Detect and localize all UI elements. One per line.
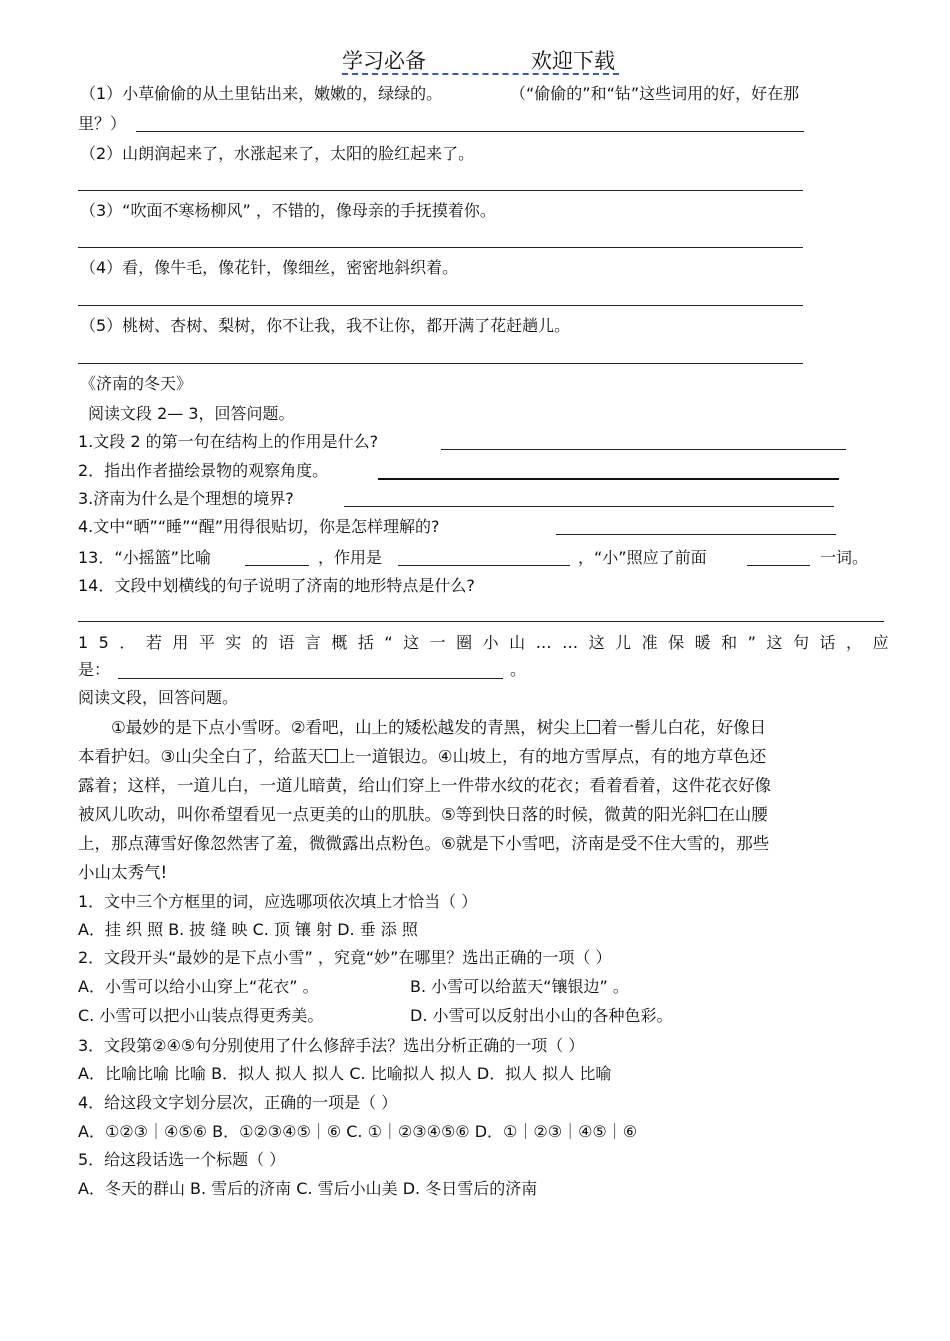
s2-q1-answer-line[interactable]: [441, 449, 846, 450]
s2-q13-blank2[interactable]: [398, 565, 570, 566]
s2-q2-answer-line[interactable]: [378, 478, 839, 480]
s2-title: 《济南的冬天》: [80, 374, 193, 393]
s1-q5: （5）桃树、杏树、梨树，你不让我，我不让你，都开满了花赶趟儿。: [80, 316, 571, 335]
s3-q2-option-c: C. 小雪可以把小山装点得更秀美。: [78, 1006, 324, 1025]
passage-text: 着一髻儿白花，好像日: [601, 718, 767, 737]
s1-q4: （4）看，像牛毛，像花针，像细丝，密密地斜织着。: [80, 258, 459, 277]
s2-q15: 15．若用平实的语言概括“这一圈小山……这儿准保暖和”这句话，应: [78, 633, 899, 652]
header-left: 学习必备: [342, 49, 426, 73]
s2-q15-cont: 是：: [78, 660, 111, 679]
passage-line-6: 小山太秀气!: [78, 863, 168, 882]
passage-text: 上一道银边。④山坡上，有的地方雪厚点，有的地方草色还: [338, 747, 767, 766]
passage-line-3: 露着；这样，一道儿白，一道儿暗黄，给山们穿上一件带水纹的花衣；看着看着，这件花衣好像: [78, 776, 771, 795]
s2-intro: 阅读文段 2— 3，回答问题。: [88, 404, 295, 423]
s1-q4-answer-line[interactable]: [78, 305, 803, 306]
header-right: 欢迎下载: [531, 49, 615, 73]
s1-q2-answer-line[interactable]: [78, 190, 803, 191]
s1-q1-question: （“偷偷的”和“钻”这些词用的好，好在那: [510, 84, 800, 103]
passage-text: 在山腰: [718, 805, 768, 824]
s1-q1-text: （1）小草偷偷的从土里钻出来，嫩嫩的，绿绿的。: [80, 84, 443, 103]
s3-q5: 5．给这段话选一个标题（ ）: [78, 1150, 286, 1169]
s2-q13-part4: 一词。: [820, 548, 869, 567]
s2-q14: 14．文段中划横线的句子说明了济南的地形特点是什么?: [78, 576, 475, 595]
s3-q5-options: A．冬天的群山 B. 雪后的济南 C. 雪后小山美 D. 冬日雪后的济南: [78, 1179, 538, 1198]
s3-q3: 3．文段第②④⑤句分别使用了什么修辞手法？选出分析正确的一项（ ）: [78, 1036, 585, 1055]
s3-q1: 1．文中三个方框里的词，应选哪项依次填上才恰当（ ）: [78, 892, 478, 911]
s2-q13-part3: ，“小”照应了前面: [578, 548, 707, 567]
s3-q3-options: A．比喻比喻 比喻 B．拟人 拟人 拟人 C. 比喻拟人 拟人 D．拟人 拟人 比喻: [78, 1064, 612, 1083]
s1-q2: （2）山朗润起来了，水涨起来了，太阳的脸红起来了。: [80, 144, 475, 163]
s3-q4: 4．给这段文字划分层次，正确的一项是（ ）: [78, 1093, 398, 1112]
s1-q1-answer-line[interactable]: [136, 131, 804, 132]
s3-q4-options: A．①②③｜④⑤⑥ B．①②③④⑤｜⑥ C. ①｜②③④⑤⑥ D．①｜②③｜④⑤｜⑥: [78, 1122, 638, 1141]
s1-q5-answer-line[interactable]: [78, 363, 803, 364]
passage-text: ①最妙的是下点小雪呀。②看吧，山上的矮松越发的青黑，树尖上: [111, 718, 587, 737]
passage-line-5: 上，那点薄雪好像忽然害了羞，微微露出点粉色。⑥就是下小雪吧，济南是受不住大雪的，那些: [78, 834, 770, 853]
s3-q2-option-d: D. 小雪可以反射出小山的各种色彩。: [410, 1006, 673, 1025]
s3-intro: 阅读文段，回答问题。: [78, 688, 239, 707]
s2-q13-part1: 13．“小摇篮”比喻: [78, 548, 211, 567]
s2-q14-answer-line[interactable]: [78, 621, 884, 622]
s2-q15-end: 。: [510, 660, 527, 679]
s3-q2-option-a: A．小雪可以给小山穿上“花衣” 。: [78, 977, 319, 996]
blank-box-1[interactable]: [587, 720, 600, 734]
blank-box-3[interactable]: [704, 807, 717, 821]
s3-q2: 2．文段开头“最妙的是下点小雪” ，究竟“妙”在哪里？选出正确的一项（ ）: [78, 948, 612, 967]
s2-q4-answer-line[interactable]: [556, 534, 836, 535]
passage-text: 本看护妇。③山尖全白了，给蓝天: [78, 747, 324, 766]
s2-q2: 2．指出作者描绘景物的观察角度。: [78, 461, 329, 480]
s1-q3: （3）“吹面不寒杨柳风” ，不错的，像母亲的手抚摸着你。: [80, 201, 496, 220]
s2-q13-part2: ，作用是: [318, 548, 383, 567]
s3-q2-option-b: B. 小雪可以给蓝天“镶银边” 。: [410, 977, 629, 996]
s3-passage: [78, 713, 808, 887]
s2-q3-answer-line[interactable]: [344, 506, 834, 507]
passage-line-1: [78, 713, 808, 742]
s2-q4: 4.文中“晒”“睡”“醒”用得很贴切，你是怎样理解的?: [78, 517, 440, 536]
passage-line-4: [78, 800, 808, 829]
s3-q1-options: A．挂 织 照 B. 披 缝 映 C. 顶 镶 射 D. 垂 添 照: [78, 920, 418, 939]
blank-box-2[interactable]: [325, 749, 338, 763]
s2-q3: 3.济南为什么是个理想的境界?: [78, 489, 294, 508]
s1-q1-question-end: 里？）: [78, 114, 127, 133]
header-dashed-underline: [342, 73, 619, 75]
s2-q13-blank1[interactable]: [245, 565, 309, 566]
passage-text: 被风儿吹动，叫你希望看见一点更美的山的肌肤。⑤等到快日落的时候，微黄的阳光斜: [78, 805, 704, 824]
s2-q1: 1.文段 2 的第一句在结构上的作用是什么?: [78, 432, 379, 451]
passage-line-2: [78, 742, 808, 771]
s2-q13-blank3[interactable]: [747, 565, 810, 566]
s1-q3-answer-line[interactable]: [78, 247, 803, 248]
s2-q15-answer-line[interactable]: [118, 678, 503, 679]
